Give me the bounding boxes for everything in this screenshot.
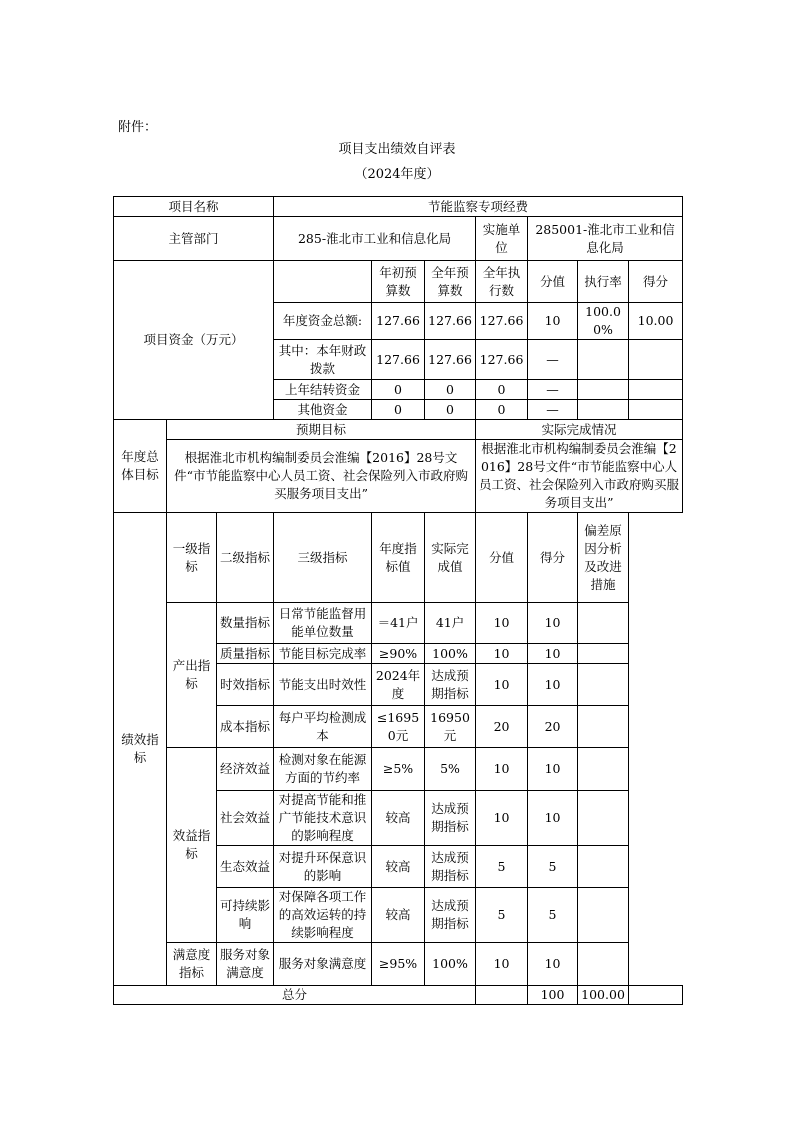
funds-score: [629, 340, 683, 380]
perf-score-value: 10: [476, 748, 528, 791]
funds-score: 10.00: [629, 303, 683, 340]
funds-row-label: 年度资金总额:: [274, 303, 372, 340]
perf-target: 较高: [372, 791, 425, 846]
goals-expected-text: 根据淮北市机构编制委员会淮编【2016】28号文件“市节能监察中心人员工资、社会保险列入市政府购买服务项目支出”: [167, 440, 476, 513]
perf-level3: 检测对象在能源方面的节约率: [274, 748, 372, 791]
perf-target: ≤16950元: [372, 706, 425, 748]
perf-row-economic: [114, 748, 683, 791]
perf-note: [578, 706, 629, 748]
form-year: （2024年度）: [354, 167, 440, 182]
perf-level2: 服务对象满意度: [217, 943, 274, 986]
self-evaluation-table: [113, 196, 683, 1005]
funds-row-label: 其中：本年财政拨款: [274, 340, 372, 380]
perf-row-quantity: [114, 603, 683, 644]
funds-col-score: 得分: [629, 261, 683, 303]
perf-note: [578, 943, 629, 986]
funds-col-executed: 全年执行数: [476, 261, 528, 303]
perf-target: 较高: [372, 888, 425, 943]
perf-level3: 对保障各项工作的高效运转的持续影响程度: [274, 888, 372, 943]
perf-score-value: 20: [476, 706, 528, 748]
funds-score-value: —: [528, 400, 578, 420]
funds-initial: 0: [372, 380, 425, 400]
perf-actual: 41户: [425, 603, 476, 644]
perf-col-score: 得分: [528, 513, 578, 603]
funds-header-blank: [274, 261, 372, 303]
perf-actual: 达成预期指标: [425, 791, 476, 846]
perf-score-value: 10: [476, 603, 528, 644]
goals-actual-text: 根据淮北市机构编制委员会淮编【2016】28号文件“市节能监察中心人员工资、社会保险列入市政府购买服务项目支出”: [476, 440, 683, 513]
implementing-unit-label: 实施单位: [476, 217, 528, 261]
form-title: 项目支出绩效自评表: [338, 142, 456, 157]
total-note: [629, 986, 683, 1005]
perf-row-satisfaction: [114, 943, 683, 986]
funds-score: [629, 400, 683, 420]
perf-score: 10: [528, 664, 578, 706]
funds-executed: 0: [476, 400, 528, 420]
attachment-label: 附件：: [118, 120, 158, 135]
perf-target: ＝41户: [372, 603, 425, 644]
perf-note: [578, 791, 629, 846]
perf-col-level1: 一级指标: [167, 513, 217, 603]
funds-score-value: —: [528, 380, 578, 400]
perf-level3: 节能目标完成率: [274, 644, 372, 664]
perf-score-value: 10: [476, 644, 528, 664]
perf-actual: 5%: [425, 748, 476, 791]
perf-score-value: 10: [476, 791, 528, 846]
funds-score-value: 10: [528, 303, 578, 340]
perf-col-level3: 三级指标: [274, 513, 372, 603]
perf-note: [578, 644, 629, 664]
project-name-value: 节能监察专项经费: [274, 197, 683, 217]
project-name-label: 项目名称: [114, 197, 274, 217]
perf-score: 5: [528, 888, 578, 943]
total-score: 100.00: [578, 986, 629, 1005]
funds-rate: [578, 400, 629, 420]
funds-col-initial: 年初预算数: [372, 261, 425, 303]
funds-score-value: —: [528, 340, 578, 380]
funds-rate: [578, 340, 629, 380]
perf-note: [578, 748, 629, 791]
funds-row-label: 上年结转资金: [274, 380, 372, 400]
department-row: [114, 217, 683, 261]
perf-level2: 生态效益: [217, 846, 274, 888]
funds-initial: 0: [372, 400, 425, 420]
perf-score-value: 10: [476, 943, 528, 986]
department-value: 285-淮北市工业和信息化局: [274, 217, 476, 261]
total-label: 总分: [114, 986, 476, 1005]
perf-actual: 100%: [425, 943, 476, 986]
funds-executed: 127.66: [476, 303, 528, 340]
total-row: [114, 986, 683, 1005]
total-score-value: 100: [528, 986, 578, 1005]
perf-note: [578, 664, 629, 706]
funds-label: 项目资金（万元）: [114, 261, 274, 420]
perf-score-value: 5: [476, 846, 528, 888]
funds-initial: 127.66: [372, 303, 425, 340]
funds-col-annual: 全年预算数: [425, 261, 476, 303]
goals-actual-label: 实际完成情况: [476, 420, 683, 440]
funds-executed: 127.66: [476, 340, 528, 380]
perf-level3: 日常节能监督用能单位数量: [274, 603, 372, 644]
perf-note: [578, 603, 629, 644]
perf-score: 5: [528, 846, 578, 888]
perf-score: 20: [528, 706, 578, 748]
perf-level3: 节能支出时效性: [274, 664, 372, 706]
funds-annual: 127.66: [425, 303, 476, 340]
funds-col-rate: 执行率: [578, 261, 629, 303]
perf-target: ≥5%: [372, 748, 425, 791]
funds-executed: 0: [476, 380, 528, 400]
perf-note: [578, 888, 629, 943]
perf-target: 2024年度: [372, 664, 425, 706]
perf-actual: 达成预期指标: [425, 888, 476, 943]
perf-level2: 经济效益: [217, 748, 274, 791]
implementing-unit-value: 285001-淮北市工业和信息化局: [528, 217, 683, 261]
performance-label: 绩效指标: [114, 513, 167, 986]
perf-score: 10: [528, 791, 578, 846]
perf-score-value: 5: [476, 888, 528, 943]
perf-actual: 100%: [425, 644, 476, 664]
perf-target: 较高: [372, 846, 425, 888]
funds-col-score-value: 分值: [528, 261, 578, 303]
perf-score: 10: [528, 603, 578, 644]
perf-group-output: 产出指标: [167, 603, 217, 748]
perf-target: ≥90%: [372, 644, 425, 664]
perf-score: 10: [528, 644, 578, 664]
perf-group-benefit: 效益指标: [167, 748, 217, 943]
perf-actual: 16950元: [425, 706, 476, 748]
perf-col-actual: 实际完成值: [425, 513, 476, 603]
perf-group-satisfaction: 满意度指标: [167, 943, 217, 986]
perf-note: [578, 846, 629, 888]
perf-level3: 对提升环保意识的影响: [274, 846, 372, 888]
total-blank: [476, 986, 528, 1005]
perf-level2: 社会效益: [217, 791, 274, 846]
perf-col-level2: 二级指标: [217, 513, 274, 603]
perf-level2: 成本指标: [217, 706, 274, 748]
perf-col-score-value: 分值: [476, 513, 528, 603]
funds-annual: 127.66: [425, 340, 476, 380]
perf-level2: 数量指标: [217, 603, 274, 644]
goals-content-row: [114, 440, 683, 513]
perf-score: 10: [528, 943, 578, 986]
funds-annual: 0: [425, 400, 476, 420]
funds-score: [629, 380, 683, 400]
funds-annual: 0: [425, 380, 476, 400]
perf-actual: 达成预期指标: [425, 846, 476, 888]
funds-header-row: [114, 261, 683, 303]
perf-col-note: 偏差原因分析及改进措施: [578, 513, 629, 603]
funds-rate: [578, 380, 629, 400]
goals-expected-label: 预期目标: [167, 420, 476, 440]
funds-rate: 100.00%: [578, 303, 629, 340]
perf-score: 10: [528, 748, 578, 791]
perf-col-target: 年度指标值: [372, 513, 425, 603]
perf-level3: 服务对象满意度: [274, 943, 372, 986]
funds-row-label: 其他资金: [274, 400, 372, 420]
perf-level2: 质量指标: [217, 644, 274, 664]
performance-header-row: [114, 513, 683, 603]
perf-level3: 每户平均检测成本: [274, 706, 372, 748]
perf-target: ≥95%: [372, 943, 425, 986]
perf-level2: 时效指标: [217, 664, 274, 706]
funds-initial: 127.66: [372, 340, 425, 380]
perf-level2: 可持续影响: [217, 888, 274, 943]
perf-score-value: 10: [476, 664, 528, 706]
goals-label: 年度总体目标: [114, 420, 167, 513]
goals-header-row: [114, 420, 683, 440]
department-label: 主管部门: [114, 217, 274, 261]
project-name-row: [114, 197, 683, 217]
perf-actual: 达成预期指标: [425, 664, 476, 706]
perf-level3: 对提高节能和推广节能技术意识的影响程度: [274, 791, 372, 846]
